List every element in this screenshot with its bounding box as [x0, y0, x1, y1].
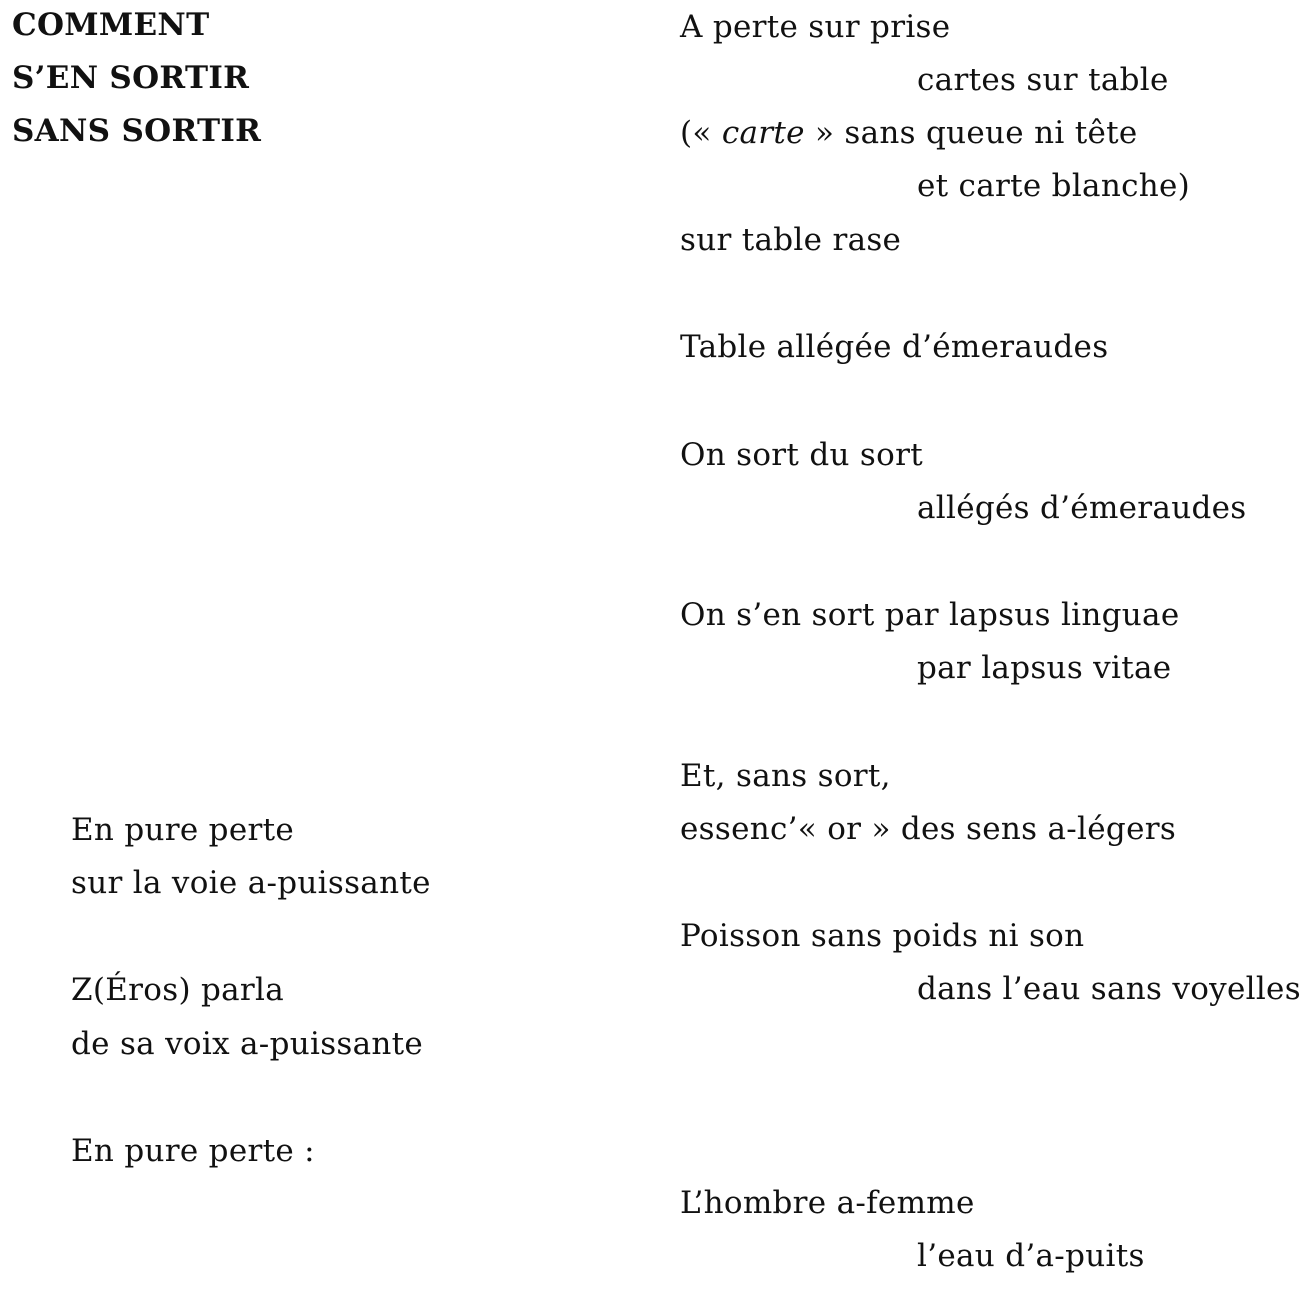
verse-line: Table allégée d’émeraudes: [680, 329, 1109, 365]
verse-line: sur la voie a-puissante: [71, 865, 431, 901]
verse-line: Poisson sans poids ni son: [680, 918, 1085, 954]
verse-line: l’eau d’a-puits: [917, 1238, 1145, 1274]
verse-line: L’hombre a-femme: [680, 1185, 975, 1221]
verse-fragment: » sans queue ni tête: [804, 115, 1138, 151]
title-line-3: SANS SORTIR: [12, 113, 262, 149]
verse-line: sur table rase: [680, 222, 902, 258]
verse-line: On s’en sort par lapsus linguae: [680, 597, 1180, 633]
verse-line: On sort du sort: [680, 437, 923, 473]
verse-italic-word: carte: [721, 115, 805, 151]
verse-line: En pure perte: [71, 812, 294, 848]
verse-line: A perte sur prise: [680, 9, 951, 45]
verse-fragment: («: [680, 115, 722, 151]
verse-line: Z(Éros) parla: [71, 972, 285, 1008]
title-line-2: S’EN SORTIR: [12, 60, 250, 96]
verse-line: En pure perte :: [71, 1133, 315, 1169]
verse-line: allégés d’émeraudes: [917, 490, 1247, 526]
verse-line: Et, sans sort,: [680, 758, 891, 794]
verse-line: dans l’eau sans voyelles: [917, 971, 1301, 1007]
verse-line: par lapsus vitae: [917, 650, 1172, 686]
title-line-1: COMMENT: [12, 7, 210, 43]
verse-line: cartes sur table: [917, 62, 1169, 98]
verse-line: essenc’« or » des sens a-légers: [680, 811, 1177, 847]
verse-line: et carte blanche): [917, 168, 1191, 204]
verse-line: de sa voix a-puissante: [71, 1026, 424, 1062]
verse-line: [680, 115, 1138, 151]
